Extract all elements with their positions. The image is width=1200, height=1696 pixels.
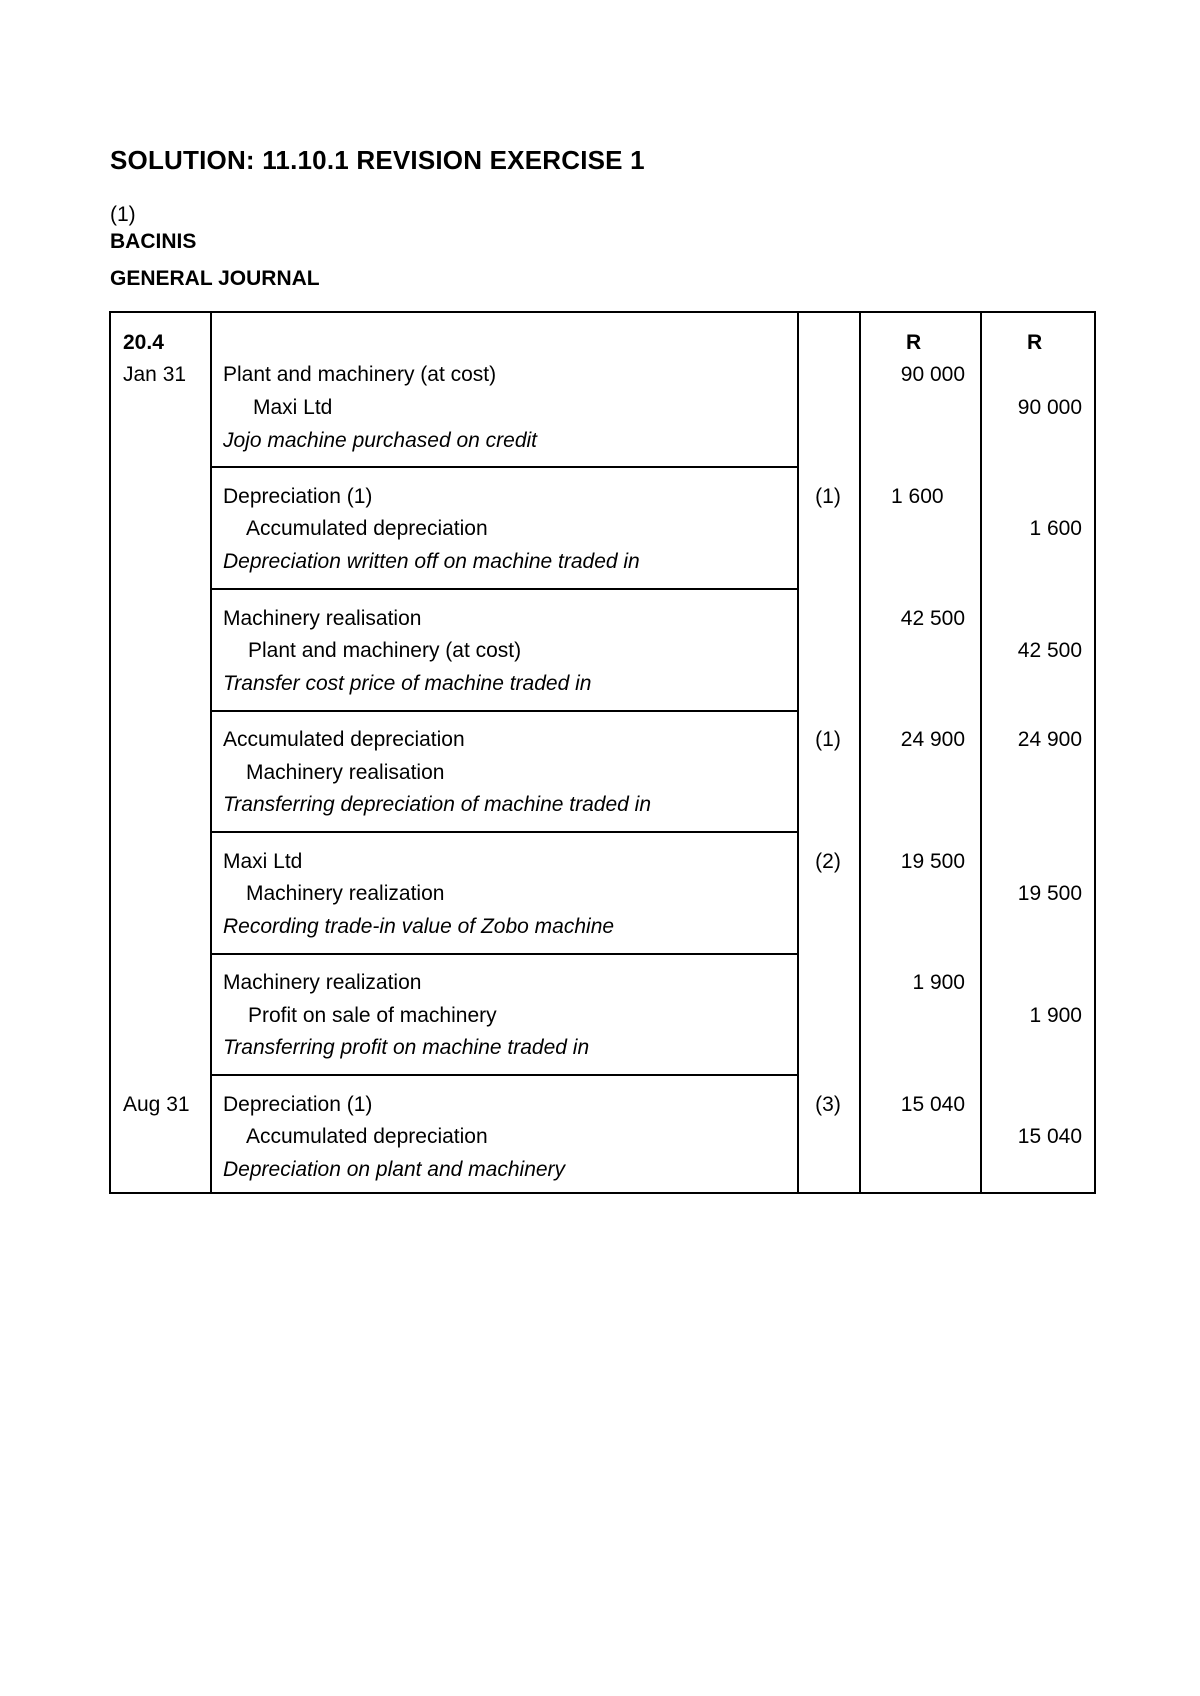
entry-divider	[210, 466, 797, 468]
narration: Depreciation written off on machine traded in	[223, 550, 640, 573]
credit-amount: 19 500	[1017, 882, 1082, 905]
entry-ref: (1)	[815, 728, 841, 751]
column-divider-debit	[980, 313, 982, 1192]
narration: Jojo machine purchased on credit	[223, 429, 538, 452]
credit-account: Plant and machinery (at cost)	[248, 639, 522, 662]
debit-account: Accumulated depreciation	[223, 728, 465, 751]
entry-divider	[210, 710, 797, 712]
debit-amount: 1 600	[891, 485, 944, 508]
general-journal-table	[109, 311, 1096, 1194]
debit-amount: 1 900	[912, 971, 965, 994]
debit-account: Plant and machinery (at cost)	[223, 363, 497, 386]
narration: Transferring profit on machine traded in	[223, 1036, 590, 1059]
entry-divider	[210, 953, 797, 955]
credit-account: Profit on sale of machinery	[248, 1004, 497, 1027]
narration: Recording trade-in value of Zobo machine	[223, 915, 615, 938]
credit-amount: 24 900	[1017, 728, 1082, 751]
credit-amount: 42 500	[1017, 639, 1082, 662]
entry-date: Jan 31	[123, 363, 187, 386]
entity-name: BACINIS	[110, 230, 197, 253]
entry-divider	[210, 1074, 797, 1076]
credit-amount: 90 000	[1017, 396, 1082, 419]
credit-amount: 1 600	[1029, 517, 1082, 540]
debit-account: Maxi Ltd	[223, 850, 303, 873]
credit-account: Machinery realization	[246, 882, 445, 905]
debit-account: Machinery realisation	[223, 607, 422, 630]
journal-name: GENERAL JOURNAL	[110, 267, 320, 290]
credit-column-header: R	[1027, 331, 1043, 354]
debit-account: Depreciation (1)	[223, 485, 373, 508]
column-divider-ref	[859, 313, 861, 1192]
column-divider-date	[210, 313, 212, 1192]
part-number: (1)	[110, 203, 136, 226]
entry-ref: (1)	[815, 485, 841, 508]
debit-amount: 42 500	[900, 607, 965, 630]
credit-account: Accumulated depreciation	[246, 517, 488, 540]
debit-amount: 19 500	[900, 850, 965, 873]
entry-divider	[210, 831, 797, 833]
narration: Depreciation on plant and machinery	[223, 1158, 566, 1181]
credit-account: Maxi Ltd	[253, 396, 333, 419]
credit-amount: 15 040	[1017, 1125, 1082, 1148]
entry-divider	[210, 588, 797, 590]
debit-column-header: R	[906, 331, 922, 354]
credit-amount: 1 900	[1029, 1004, 1082, 1027]
credit-account: Machinery realisation	[246, 761, 445, 784]
debit-amount: 24 900	[900, 728, 965, 751]
entry-ref: (3)	[815, 1093, 841, 1116]
page-title: SOLUTION: 11.10.1 REVISION EXERCISE 1	[110, 145, 645, 175]
debit-account: Depreciation (1)	[223, 1093, 373, 1116]
debit-amount: 90 000	[900, 363, 965, 386]
narration: Transfer cost price of machine traded in	[223, 672, 592, 695]
entry-date: Aug 31	[123, 1093, 190, 1116]
narration: Transferring depreciation of machine traded in	[223, 793, 652, 816]
journal-year: 20.4	[123, 331, 164, 354]
credit-account: Accumulated depreciation	[246, 1125, 488, 1148]
entry-ref: (2)	[815, 850, 841, 873]
column-divider-details	[797, 313, 799, 1192]
debit-amount: 15 040	[900, 1093, 965, 1116]
debit-account: Machinery realization	[223, 971, 422, 994]
